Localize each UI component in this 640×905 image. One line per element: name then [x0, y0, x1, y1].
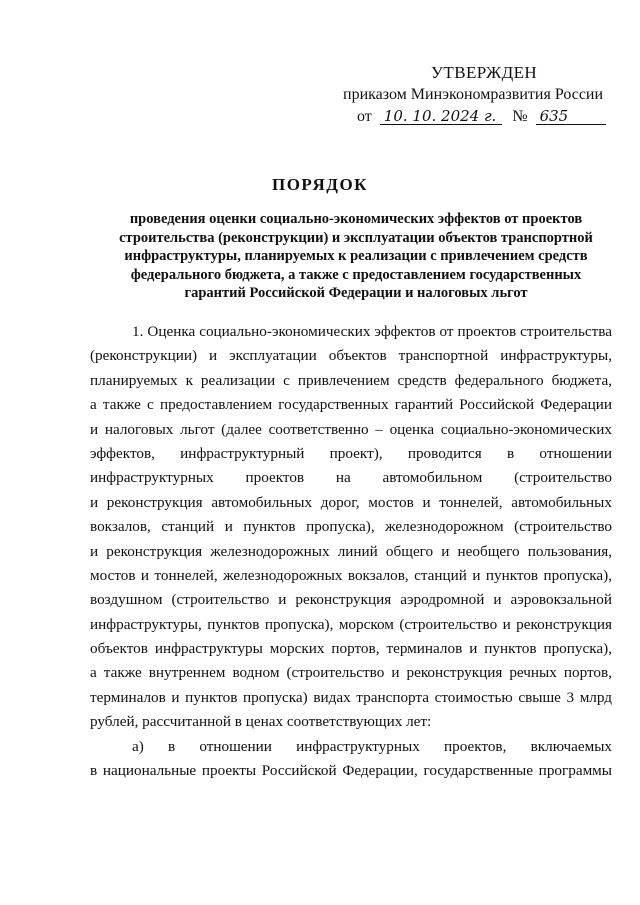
subtitle-line: проведения оценки социально-экономических эффектов от проектов	[129, 211, 583, 227]
body-line: объектов инфраструктуры морских портов, терминалов и пунктов пропуска),	[90, 640, 612, 658]
body-line: и реконструкция железнодорожных линий общего и необщего пользования,	[90, 542, 612, 560]
order-date-number-row	[357, 108, 606, 126]
document-body	[90, 320, 612, 783]
body-line: инфраструктурных проектов на автомобильном (строительство	[90, 469, 612, 487]
subtitle-line: инфраструктуры, планируемых к реализации с привлечением средств	[124, 248, 588, 264]
body-line: а) в отношении инфраструктурных проектов, включаемых	[132, 737, 612, 755]
handwritten-number: 635	[536, 109, 606, 125]
body-line: и реконструкция автомобильных дорог, мостов и тоннелей, автомобильных	[90, 493, 612, 511]
body-line: эффектов, инфраструктурный проект), проводится в отношении	[90, 444, 612, 462]
body-line: а также внутреннем водном (строительство и реконструкция речных портов,	[90, 664, 612, 682]
body-line: и налоговых льгот (далее соответственно – оценка социально-экономических	[90, 420, 612, 438]
number-prefix: №	[512, 108, 528, 125]
document-subtitle	[100, 210, 612, 303]
body-line: (реконструкции) и эксплуатации объектов транспортной инфраструктуры,	[90, 347, 612, 365]
body-line: терминалов и пунктов пропуска) видах транспорта стоимостью свыше 3 млрд	[90, 688, 612, 706]
body-line: воздушном (строительство и реконструкция аэродромной и аэровокзальной	[90, 591, 612, 609]
body-line: 1. Оценка социально-экономических эффектов от проектов строительства	[132, 323, 612, 340]
body-line: а также с предоставлением государственных гарантий Российской Федерации	[90, 396, 612, 414]
body-line: мостов и тоннелей, железнодорожных вокзалов, станций и пунктов пропуска),	[90, 566, 612, 584]
date-prefix: от	[357, 108, 372, 125]
document-title: ПОРЯДОК	[271, 175, 368, 194]
approved-heading: УТВЕРЖДЕН	[431, 63, 538, 82]
subtitle-line: гарантий Российской Федерации и налоговых льгот	[184, 285, 528, 301]
body-line: рублей, рассчитанной в ценах соответствующих лет:	[90, 713, 432, 731]
body-line: вокзалов, станций и пунктов пропуска), железнодорожном (строительство	[90, 518, 612, 536]
body-line: планируемых к реализации с привлечением средств федерального бюджета,	[90, 371, 612, 389]
subtitle-line: строительства (реконструкции) и эксплуатации объектов транспортной	[119, 229, 593, 246]
body-line: в национальные проекты Российской Федерации, государственные программы	[90, 762, 612, 780]
body-line: инфраструктуры, пунктов пропуска), морском (строительство и реконструкция	[90, 615, 612, 633]
handwritten-date: 10. 10. 2024 г.	[380, 109, 503, 125]
order-reference: приказом Минэкономразвития России	[343, 86, 604, 103]
subtitle-line: федерального бюджета, а также с предоставлением государственных	[130, 266, 582, 283]
